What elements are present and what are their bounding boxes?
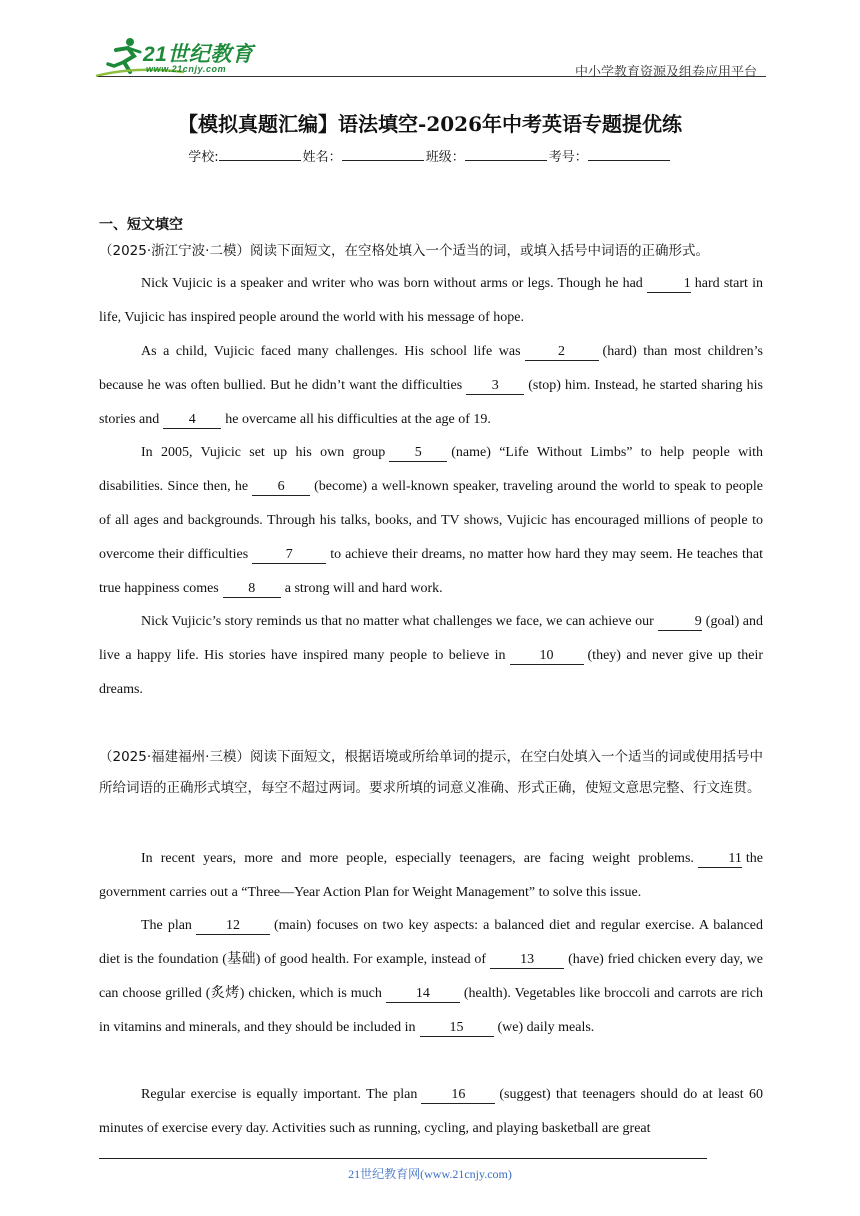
- exam-no-field[interactable]: [588, 148, 670, 161]
- logo-text: 21世纪教育: [143, 43, 254, 66]
- footer-divider: [99, 1158, 707, 1159]
- passage2-instruction: （2025·福建福州·三模）阅读下面短文，根据语境或所给单词的提示，在空白处填入一个适当的词或使用括号中所给词语的正确形式填空，每空不超过两词。要求所填的词意义准确、形式正确，使短文意思完整、行文连贯。: [99, 749, 763, 796]
- blank-9[interactable]: 9: [658, 614, 702, 631]
- blank-15[interactable]: 15: [420, 1020, 494, 1037]
- blank-12[interactable]: 12: [196, 918, 270, 935]
- blank-14[interactable]: 14: [386, 986, 460, 1003]
- blank-1[interactable]: 1: [647, 276, 691, 293]
- blank-8[interactable]: 8: [223, 581, 281, 598]
- name-label: 姓名：: [302, 150, 342, 165]
- blank-10[interactable]: 10: [510, 648, 584, 665]
- passage2-paragraph-1: In recent years, more and more people, especially teenagers, are facing weight problems. 11 the government carries out a “Three—Year Action Plan for Weight Management” to solve this issue.: [99, 851, 763, 900]
- blank-5[interactable]: 5: [389, 445, 447, 462]
- class-field[interactable]: [465, 148, 547, 161]
- blank-7[interactable]: 7: [252, 547, 326, 564]
- blank-2[interactable]: 2: [525, 344, 599, 361]
- blank-11[interactable]: 11: [698, 851, 742, 868]
- logo-url: www.21cnjy.com: [146, 64, 227, 74]
- blank-3[interactable]: 3: [466, 378, 524, 395]
- passage1-paragraph-1: Nick Vujicic is a speaker and writer who was born without arms or legs. Though he had 1 hard start in life, Vujicic has inspired people around the world with his message of hope.: [99, 276, 763, 325]
- blank-16[interactable]: 16: [421, 1087, 495, 1104]
- name-field[interactable]: [342, 148, 424, 161]
- blank-6[interactable]: 6: [252, 479, 310, 496]
- class-label: 班级：: [425, 150, 465, 165]
- passage1-paragraph-4: Nick Vujicic’s story reminds us that no matter what challenges we face, we can achieve our 9 (goal) and live a happy life. His stories have inspired many people to believe in 10 (they) and never give up their dreams.: [99, 614, 763, 697]
- student-info-fields: [0, 146, 860, 165]
- passage1-instruction: （2025·浙江宁波·二模）阅读下面短文，在空格处填入一个适当的词，或填入括号中词语的正确形式。: [99, 243, 709, 259]
- passage2-paragraph-2: The plan 12 (main) focuses on two key aspects: a balanced diet and regular exercise. A balanced diet is the foundation (基础) of good health. For example, instead of 13 (have) fried chicken every day, we can choose grilled (炙烤) chicken, which is much 14 (health). Vegetables like broccoli and carrots are rich in vitamins and minerals, and they should be included in 15 (we) daily meals.: [99, 918, 764, 1035]
- passage1-paragraph-3: In 2005, Vujicic set up his own group 5 (name) “Life Without Limbs” to help people with disabilities. Since then, he 6 (become) a well-known speaker, traveling around the world to speak to people of all ages and backgrounds. Through his talks, books, and TV shows, Vujicic has encouraged millions of people to overcome their difficulties 7 to achieve their dreams, no matter how hard they may seem. He teaches that true happiness comes 8 a strong will and hard work.: [99, 445, 763, 596]
- passage2-paragraph-3: Regular exercise is equally important. The plan 16 (suggest) that teenagers should do at least 60 minutes of exercise every day. Activities such as running, cycling, and playing basketball are great: [99, 1087, 763, 1136]
- passage1-paragraph-2: As a child, Vujicic faced many challenges. His school life was 2 (hard) than most children’s because he was often bullied. But he didn’t want the difficulties 3 (stop) him. Instead, he started sharing his stories and 4 he overcame all his difficulties at the age of 19.: [99, 344, 764, 427]
- platform-name: 中小学教育资源及组卷应用平台: [575, 65, 758, 80]
- school-field[interactable]: [219, 148, 301, 161]
- header-divider: [98, 76, 766, 77]
- section-heading: 一、短文填空: [99, 217, 183, 233]
- blank-13[interactable]: 13: [490, 952, 564, 969]
- blank-4[interactable]: 4: [163, 412, 221, 429]
- school-label: 学校:: [188, 150, 219, 165]
- page-title: 【模拟真题汇编】语法填空-2026年中考英语专题提优练: [178, 112, 682, 136]
- footer-link[interactable]: 21世纪教育网(www.21cnjy.com): [348, 1167, 512, 1181]
- exam-no-label: 考号：: [548, 150, 588, 165]
